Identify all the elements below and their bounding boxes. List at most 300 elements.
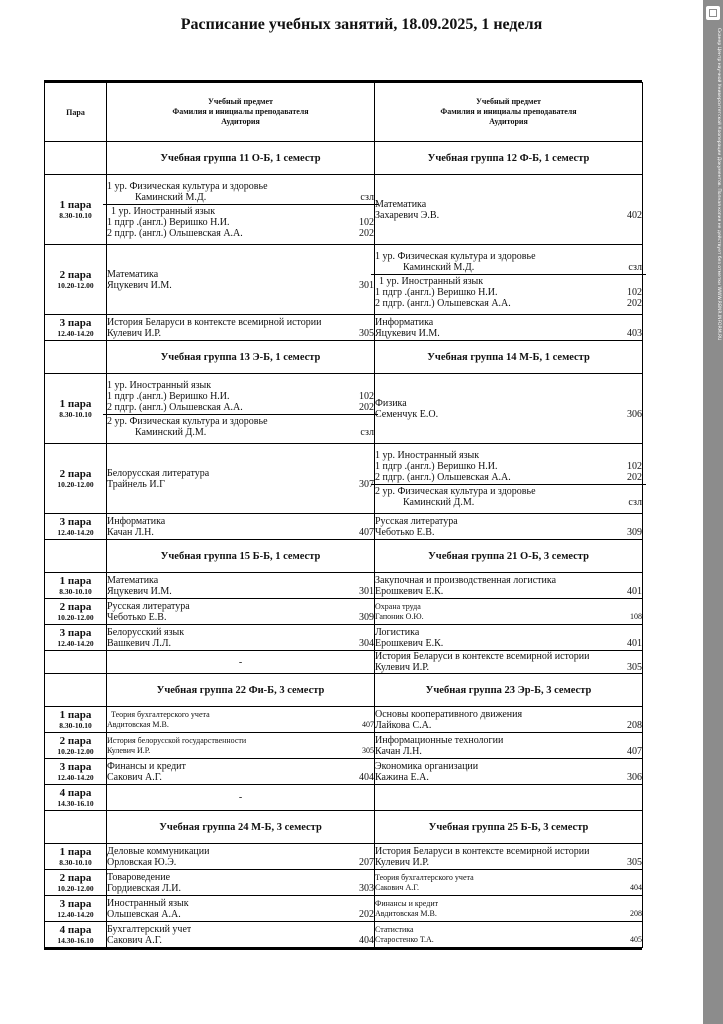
- lesson-text: Математика: [107, 268, 159, 280]
- lesson-text: Лайкова С.А.: [375, 719, 432, 731]
- lesson-text: Кулевич И.Р.: [107, 327, 162, 339]
- lesson-text: Старостенко Т.А.: [375, 934, 434, 944]
- lesson-line: [375, 627, 642, 638]
- lesson-block: [375, 398, 642, 420]
- lesson-text: Кулевич И.Р.: [375, 856, 430, 868]
- lesson-cell: [107, 896, 375, 922]
- lesson-cell: [107, 625, 375, 651]
- lesson-text: Финансы и кредит: [107, 760, 186, 772]
- lesson-cell: [107, 573, 375, 599]
- lesson-text: История Беларуси в контексте всемирной истории: [375, 651, 590, 662]
- lesson-text: История белорусской государственности: [107, 735, 247, 745]
- lesson-time-cell: [45, 759, 107, 785]
- lesson-line: [107, 192, 374, 203]
- lesson-block: [375, 450, 642, 483]
- lesson-text: 1 ур. Иностранный язык: [375, 449, 480, 461]
- group-title: Учебная группа 12 Ф-Б, 1 семестр: [375, 142, 643, 175]
- lesson-cell: [107, 759, 375, 785]
- lesson-row: [45, 922, 643, 948]
- room-number: 102: [627, 286, 642, 298]
- lesson-text: Качан Л.Н.: [107, 526, 154, 538]
- group-column-header-right: [375, 83, 643, 142]
- lesson-text: Финансы и кредит: [375, 898, 439, 908]
- lesson-text: 2 пдгр. (англ.) Ольшевская А.А.: [107, 227, 243, 239]
- group-title: Учебная группа 15 Б-Б, 1 семестр: [107, 540, 375, 573]
- lesson-block: [375, 873, 642, 893]
- lesson-text: Теория бухгалтерского учета: [375, 872, 474, 882]
- lesson-line: [375, 409, 642, 420]
- lesson-time-cell: [45, 175, 107, 245]
- group-title-row: [45, 674, 643, 707]
- lesson-block: [371, 484, 646, 508]
- lesson-line: [375, 899, 642, 909]
- group-title-row: [45, 811, 643, 844]
- lesson-text: Белорусский язык: [107, 626, 185, 638]
- lesson-line: [107, 181, 374, 192]
- room-number: 404: [359, 771, 374, 783]
- lesson-line: [107, 710, 374, 720]
- lesson-line: [375, 651, 642, 662]
- lesson-cell: [107, 651, 375, 674]
- schedule-table: [44, 82, 643, 948]
- lesson-text: Русская литература: [107, 600, 190, 612]
- lesson-number: 4 пара: [59, 787, 92, 799]
- lesson-line: [107, 328, 374, 339]
- lesson-line: [375, 328, 642, 339]
- lesson-line: [375, 709, 642, 720]
- lesson-cell: [375, 896, 643, 922]
- lesson-time: 8.30-10.10: [59, 858, 92, 867]
- lesson-time: 14.30-16.10: [57, 936, 94, 945]
- lesson-time-cell: [45, 514, 107, 540]
- lesson-row: [45, 444, 643, 514]
- header-line: Фамилия и инициалы преподавателя: [440, 107, 577, 116]
- lesson-line: [375, 772, 642, 783]
- lesson-line: [107, 601, 374, 612]
- lesson-text: Математика: [107, 574, 159, 586]
- room-number: 208: [627, 719, 642, 731]
- header-line: Учебный предмет: [476, 97, 541, 106]
- lesson-cell: [375, 599, 643, 625]
- lesson-block: [375, 251, 642, 273]
- lesson-text: 1 ур. Иностранный язык: [379, 275, 484, 287]
- group-column-header-left: [107, 83, 375, 142]
- header-line: Учебный предмет: [208, 97, 273, 106]
- lesson-time-cell: [45, 573, 107, 599]
- lesson-text: 1 ур. Физическая культура и здоровье: [107, 180, 268, 192]
- lesson-time: 12.40-14.20: [57, 773, 94, 782]
- lesson-line: [375, 472, 642, 483]
- room-number: 307: [359, 478, 374, 490]
- lesson-time-cell: [45, 599, 107, 625]
- group-title-spacer: [45, 811, 107, 844]
- lesson-number: 3 пара: [59, 317, 92, 329]
- lesson-row: [45, 245, 643, 315]
- lesson-line: [107, 736, 374, 746]
- lesson-time: 12.40-14.20: [57, 910, 94, 919]
- lesson-number: 3 пара: [59, 898, 92, 910]
- lesson-time-cell: [45, 785, 107, 811]
- lesson-cell: [107, 315, 375, 341]
- lesson-number: 2 пара: [59, 269, 92, 281]
- lesson-text: Бухгалтерский учет: [107, 923, 192, 935]
- lesson-text: Сакович А.Г.: [107, 934, 162, 946]
- lesson-text: Информатика: [107, 515, 166, 527]
- lesson-number: 1 пара: [59, 575, 92, 587]
- lesson-cell: [107, 844, 375, 870]
- lesson-block: [107, 872, 374, 894]
- lesson-cell: [107, 922, 375, 948]
- lesson-cell: [107, 599, 375, 625]
- lesson-line: [375, 602, 642, 612]
- lesson-cell: [375, 514, 643, 540]
- para-column-header: Пара: [45, 83, 107, 142]
- lesson-cell: [375, 245, 643, 315]
- lesson-text: 1 пдгр .(англ.) Веришко Н.И.: [107, 390, 230, 402]
- lesson-row: [45, 315, 643, 341]
- lesson-text: Яцукевич И.М.: [107, 279, 172, 291]
- lesson-line: [375, 761, 642, 772]
- lesson-line: [375, 925, 642, 935]
- lesson-cell: [107, 707, 375, 733]
- lesson-line: [375, 210, 642, 221]
- lesson-text: Физика: [375, 397, 407, 409]
- lesson-block: [107, 846, 374, 868]
- room-number: 402: [627, 209, 642, 221]
- group-title: Учебная группа 24 М-Б, 3 семестр: [107, 811, 375, 844]
- lesson-number: 4 пара: [59, 924, 92, 936]
- lesson-line: [375, 276, 642, 287]
- lesson-number: 1 пара: [59, 199, 92, 211]
- lesson-text: 2 ур. Физическая культура и здоровье: [375, 485, 536, 497]
- lesson-block: [103, 414, 378, 438]
- lesson-cell: [375, 315, 643, 341]
- lesson-line: [375, 735, 642, 746]
- lesson-text: Сакович А.Г.: [107, 771, 162, 783]
- lesson-text: 2 ур. Физическая культура и здоровье: [107, 415, 268, 427]
- lesson-text: Информационные технологии: [375, 734, 504, 746]
- lesson-line: [375, 612, 642, 622]
- lesson-cell: [107, 733, 375, 759]
- lesson-cell: [375, 374, 643, 444]
- lesson-line: [375, 450, 642, 461]
- group-title: Учебная группа 13 Э-Б, 1 семестр: [107, 341, 375, 374]
- lesson-line: [107, 638, 374, 649]
- lesson-line: [107, 924, 374, 935]
- lesson-text: Математика: [375, 198, 427, 210]
- lesson-cell: [375, 922, 643, 948]
- room-number: 301: [359, 279, 374, 291]
- lesson-text: Ерошкевич Е.К.: [375, 585, 444, 597]
- lesson-line: [107, 586, 374, 597]
- lesson-text: Товароведение: [107, 871, 171, 883]
- lesson-block: [107, 924, 374, 946]
- group-title-spacer: [45, 341, 107, 374]
- stamp-text: Сканер Центр научной Университетской Кооперации Документов. Полная копия не действует без отметки WWW.RBNR.INFORM.RU: [716, 28, 721, 341]
- column-header-row: [45, 83, 643, 142]
- lesson-text: Чеботько Е.В.: [375, 526, 435, 538]
- lesson-line: [375, 638, 642, 649]
- lesson-block: [107, 317, 374, 339]
- lesson-number: 2 пара: [59, 601, 92, 613]
- room-number: сзл: [628, 261, 642, 273]
- lesson-line: [375, 497, 642, 508]
- lesson-block: [107, 575, 374, 597]
- lesson-line: [107, 935, 374, 946]
- lesson-time-cell: [45, 625, 107, 651]
- lesson-cell: [375, 759, 643, 785]
- room-number: 401: [627, 637, 642, 649]
- lesson-time-cell: [45, 245, 107, 315]
- lesson-line: [107, 627, 374, 638]
- lesson-row: [45, 759, 643, 785]
- room-number: 305: [359, 327, 374, 339]
- lesson-block: [375, 735, 642, 757]
- lesson-block: [375, 575, 642, 597]
- lesson-block: [375, 925, 642, 945]
- lesson-line: [107, 380, 374, 391]
- lesson-line: [375, 935, 642, 945]
- group-title-row: [45, 540, 643, 573]
- lesson-text: Охрана труда: [375, 601, 421, 611]
- room-number: 202: [359, 401, 374, 413]
- lesson-row: [45, 896, 643, 922]
- room-number: 207: [359, 856, 374, 868]
- lesson-cell: [375, 733, 643, 759]
- lesson-text: Вашкевич Л.Л.: [107, 637, 172, 649]
- lesson-row: [45, 374, 643, 444]
- lesson-row: [45, 573, 643, 599]
- lesson-cell: [375, 573, 643, 599]
- lesson-line: [107, 761, 374, 772]
- lesson-line: [375, 317, 642, 328]
- lesson-time: 10.20-12.00: [57, 281, 94, 290]
- lesson-text: 1 пдгр .(англ.) Веришко Н.И.: [107, 216, 230, 228]
- lesson-block: [107, 627, 374, 649]
- lesson-number: 1 пара: [59, 709, 92, 721]
- room-number: 303: [359, 882, 374, 894]
- lesson-block: [107, 380, 374, 413]
- room-number: 305: [627, 856, 642, 868]
- lesson-text: Русская литература: [375, 515, 458, 527]
- lesson-line: [107, 746, 374, 756]
- room-number: 102: [627, 460, 642, 472]
- lesson-text: 1 ур. Иностранный язык: [107, 379, 212, 391]
- lesson-row: [45, 844, 643, 870]
- lesson-text: Орловская Ю.Э.: [107, 856, 177, 868]
- lesson-cell: [375, 707, 643, 733]
- lesson-text: 2 пдгр. (англ.) Ольшевская А.А.: [107, 401, 243, 413]
- lesson-line: [375, 662, 642, 673]
- lesson-line: [107, 427, 374, 438]
- lesson-line: [375, 516, 642, 527]
- lesson-text: История Беларуси в контексте всемирной истории: [375, 845, 590, 857]
- group-title: Учебная группа 23 Эр-Б, 3 семестр: [375, 674, 643, 707]
- lesson-text: Каминский Д.М.: [403, 496, 475, 508]
- room-number: 305: [362, 745, 374, 755]
- lesson-line: [375, 199, 642, 210]
- room-number: 202: [627, 471, 642, 483]
- room-number: 301: [359, 585, 374, 597]
- room-number: 305: [627, 662, 642, 673]
- lesson-text: 1 пдгр .(англ.) Веришко Н.И.: [375, 460, 498, 472]
- lesson-block: [375, 317, 642, 339]
- room-number: сзл: [360, 426, 374, 438]
- lesson-cell: [375, 870, 643, 896]
- lesson-text: Трайнель И.Г: [107, 478, 165, 490]
- lesson-text: Семенчук Е.О.: [375, 408, 439, 420]
- lesson-time-cell: [45, 896, 107, 922]
- lesson-text: 1 ур. Иностранный язык: [111, 205, 216, 217]
- room-number: 202: [359, 908, 374, 920]
- header-line: Фамилия и инициалы преподавателя: [172, 107, 309, 116]
- lesson-time: 10.20-12.00: [57, 747, 94, 756]
- lesson-number: 2 пара: [59, 468, 92, 480]
- lesson-line: [107, 391, 374, 402]
- lesson-time-cell: [45, 733, 107, 759]
- room-number: 208: [630, 908, 642, 918]
- page-title: Расписание учебных занятий, 18.09.2025, 1 неделя: [180, 16, 543, 33]
- lesson-line: [107, 402, 374, 413]
- lesson-time-cell: [45, 707, 107, 733]
- room-number: 304: [359, 637, 374, 649]
- lesson-line: [375, 461, 642, 472]
- lesson-text: Иностранный язык: [107, 897, 189, 909]
- lesson-line: [107, 217, 374, 228]
- lesson-number: 3 пара: [59, 516, 92, 528]
- lesson-line: [107, 846, 374, 857]
- lesson-text: Информатика: [375, 316, 434, 328]
- lesson-line: [375, 746, 642, 757]
- lesson-time-cell: [45, 870, 107, 896]
- room-number: 309: [359, 611, 374, 623]
- lesson-line: [107, 516, 374, 527]
- lesson-line: [107, 228, 374, 239]
- header-line: Аудитория: [489, 117, 528, 126]
- lesson-row: [45, 707, 643, 733]
- lesson-text: Логистика: [375, 626, 420, 638]
- room-number: сзл: [628, 496, 642, 508]
- lesson-cell: [375, 785, 643, 811]
- group-title: Учебная группа 25 Б-Б, 3 семестр: [375, 811, 643, 844]
- lesson-row: [45, 175, 643, 245]
- lesson-cell: [107, 444, 375, 514]
- lesson-block: [371, 274, 646, 309]
- lesson-time: 8.30-10.10: [59, 587, 92, 596]
- lesson-cell: [375, 175, 643, 245]
- group-title-row: [45, 142, 643, 175]
- room-number: 108: [630, 611, 642, 621]
- lesson-number: 1 пара: [59, 398, 92, 410]
- lesson-number: 2 пара: [59, 872, 92, 884]
- room-number: 202: [627, 297, 642, 309]
- lesson-text: Яцукевич И.М.: [375, 327, 440, 339]
- empty-dash: -: [238, 656, 243, 668]
- room-number: 102: [359, 390, 374, 402]
- lesson-time: 10.20-12.00: [57, 613, 94, 622]
- lesson-cell: [107, 870, 375, 896]
- lesson-time: 8.30-10.10: [59, 721, 92, 730]
- room-number: 306: [627, 771, 642, 783]
- room-number: 407: [362, 719, 374, 729]
- room-number: 403: [627, 327, 642, 339]
- lesson-block: [107, 736, 374, 756]
- lesson-text: Деловые коммуникации: [107, 845, 210, 857]
- lesson-block: [107, 269, 374, 291]
- lesson-text: Ерошкевич Е.К.: [375, 637, 444, 649]
- group-title-spacer: [45, 142, 107, 175]
- room-number: 407: [627, 745, 642, 757]
- lesson-line: [375, 287, 642, 298]
- lesson-time-cell: [45, 844, 107, 870]
- lesson-text: Кулевич И.Р.: [375, 662, 430, 673]
- lesson-line: [375, 883, 642, 893]
- lesson-block: [107, 516, 374, 538]
- lesson-time-cell: [45, 922, 107, 948]
- lesson-text: Кажина Е.А.: [375, 771, 429, 783]
- lesson-text: 1 ур. Физическая культура и здоровье: [375, 250, 536, 262]
- lesson-line: [107, 527, 374, 538]
- lesson-line: [375, 873, 642, 883]
- lesson-block: [375, 199, 642, 221]
- lesson-line: [375, 527, 642, 538]
- lesson-line: [107, 317, 374, 328]
- lesson-text: Теория бухгалтерского учета: [111, 709, 210, 719]
- lesson-line: [107, 857, 374, 868]
- lesson-line: [375, 298, 642, 309]
- lesson-time-cell: [45, 315, 107, 341]
- room-number: 309: [627, 526, 642, 538]
- lesson-line: [107, 720, 374, 730]
- header-line: Аудитория: [221, 117, 260, 126]
- lesson-cell: [375, 625, 643, 651]
- lesson-cell: [375, 444, 643, 514]
- lesson-cell: [107, 245, 375, 315]
- lesson-line: [107, 269, 374, 280]
- lesson-block: [107, 181, 374, 203]
- lesson-time: 8.30-10.10: [59, 410, 92, 419]
- lesson-row: [45, 733, 643, 759]
- group-title: Учебная группа 21 О-Б, 3 семестр: [375, 540, 643, 573]
- empty-dash: -: [238, 792, 243, 803]
- lesson-line: [107, 206, 374, 217]
- lesson-block: [375, 651, 642, 673]
- lesson-row: [45, 514, 643, 540]
- lesson-text: Ольшевская А.А.: [107, 908, 181, 920]
- lesson-text: История Беларуси в контексте всемирной истории: [107, 316, 322, 328]
- lesson-time: 12.40-14.20: [57, 639, 94, 648]
- lesson-time: 10.20-12.00: [57, 884, 94, 893]
- room-number: 306: [627, 408, 642, 420]
- lesson-line: [107, 883, 374, 894]
- lesson-block: [375, 709, 642, 731]
- lesson-line: [107, 772, 374, 783]
- lesson-line: [107, 280, 374, 291]
- lesson-line: [107, 909, 374, 920]
- lesson-block: [107, 898, 374, 920]
- lesson-text: Закупочная и производственная логистика: [375, 574, 557, 586]
- lesson-row: [45, 599, 643, 625]
- lesson-block: [375, 627, 642, 649]
- lesson-line: [107, 468, 374, 479]
- lesson-time: 14.30-16.10: [57, 799, 94, 808]
- lesson-text: Сакович А.Г.: [375, 882, 419, 892]
- lesson-text: Качан Л.Н.: [375, 745, 422, 757]
- room-number: сзл: [360, 191, 374, 203]
- lesson-line: [107, 416, 374, 427]
- lesson-text: Авдитовская М.В.: [107, 719, 169, 729]
- lesson-text: Чеботько Е.В.: [107, 611, 167, 623]
